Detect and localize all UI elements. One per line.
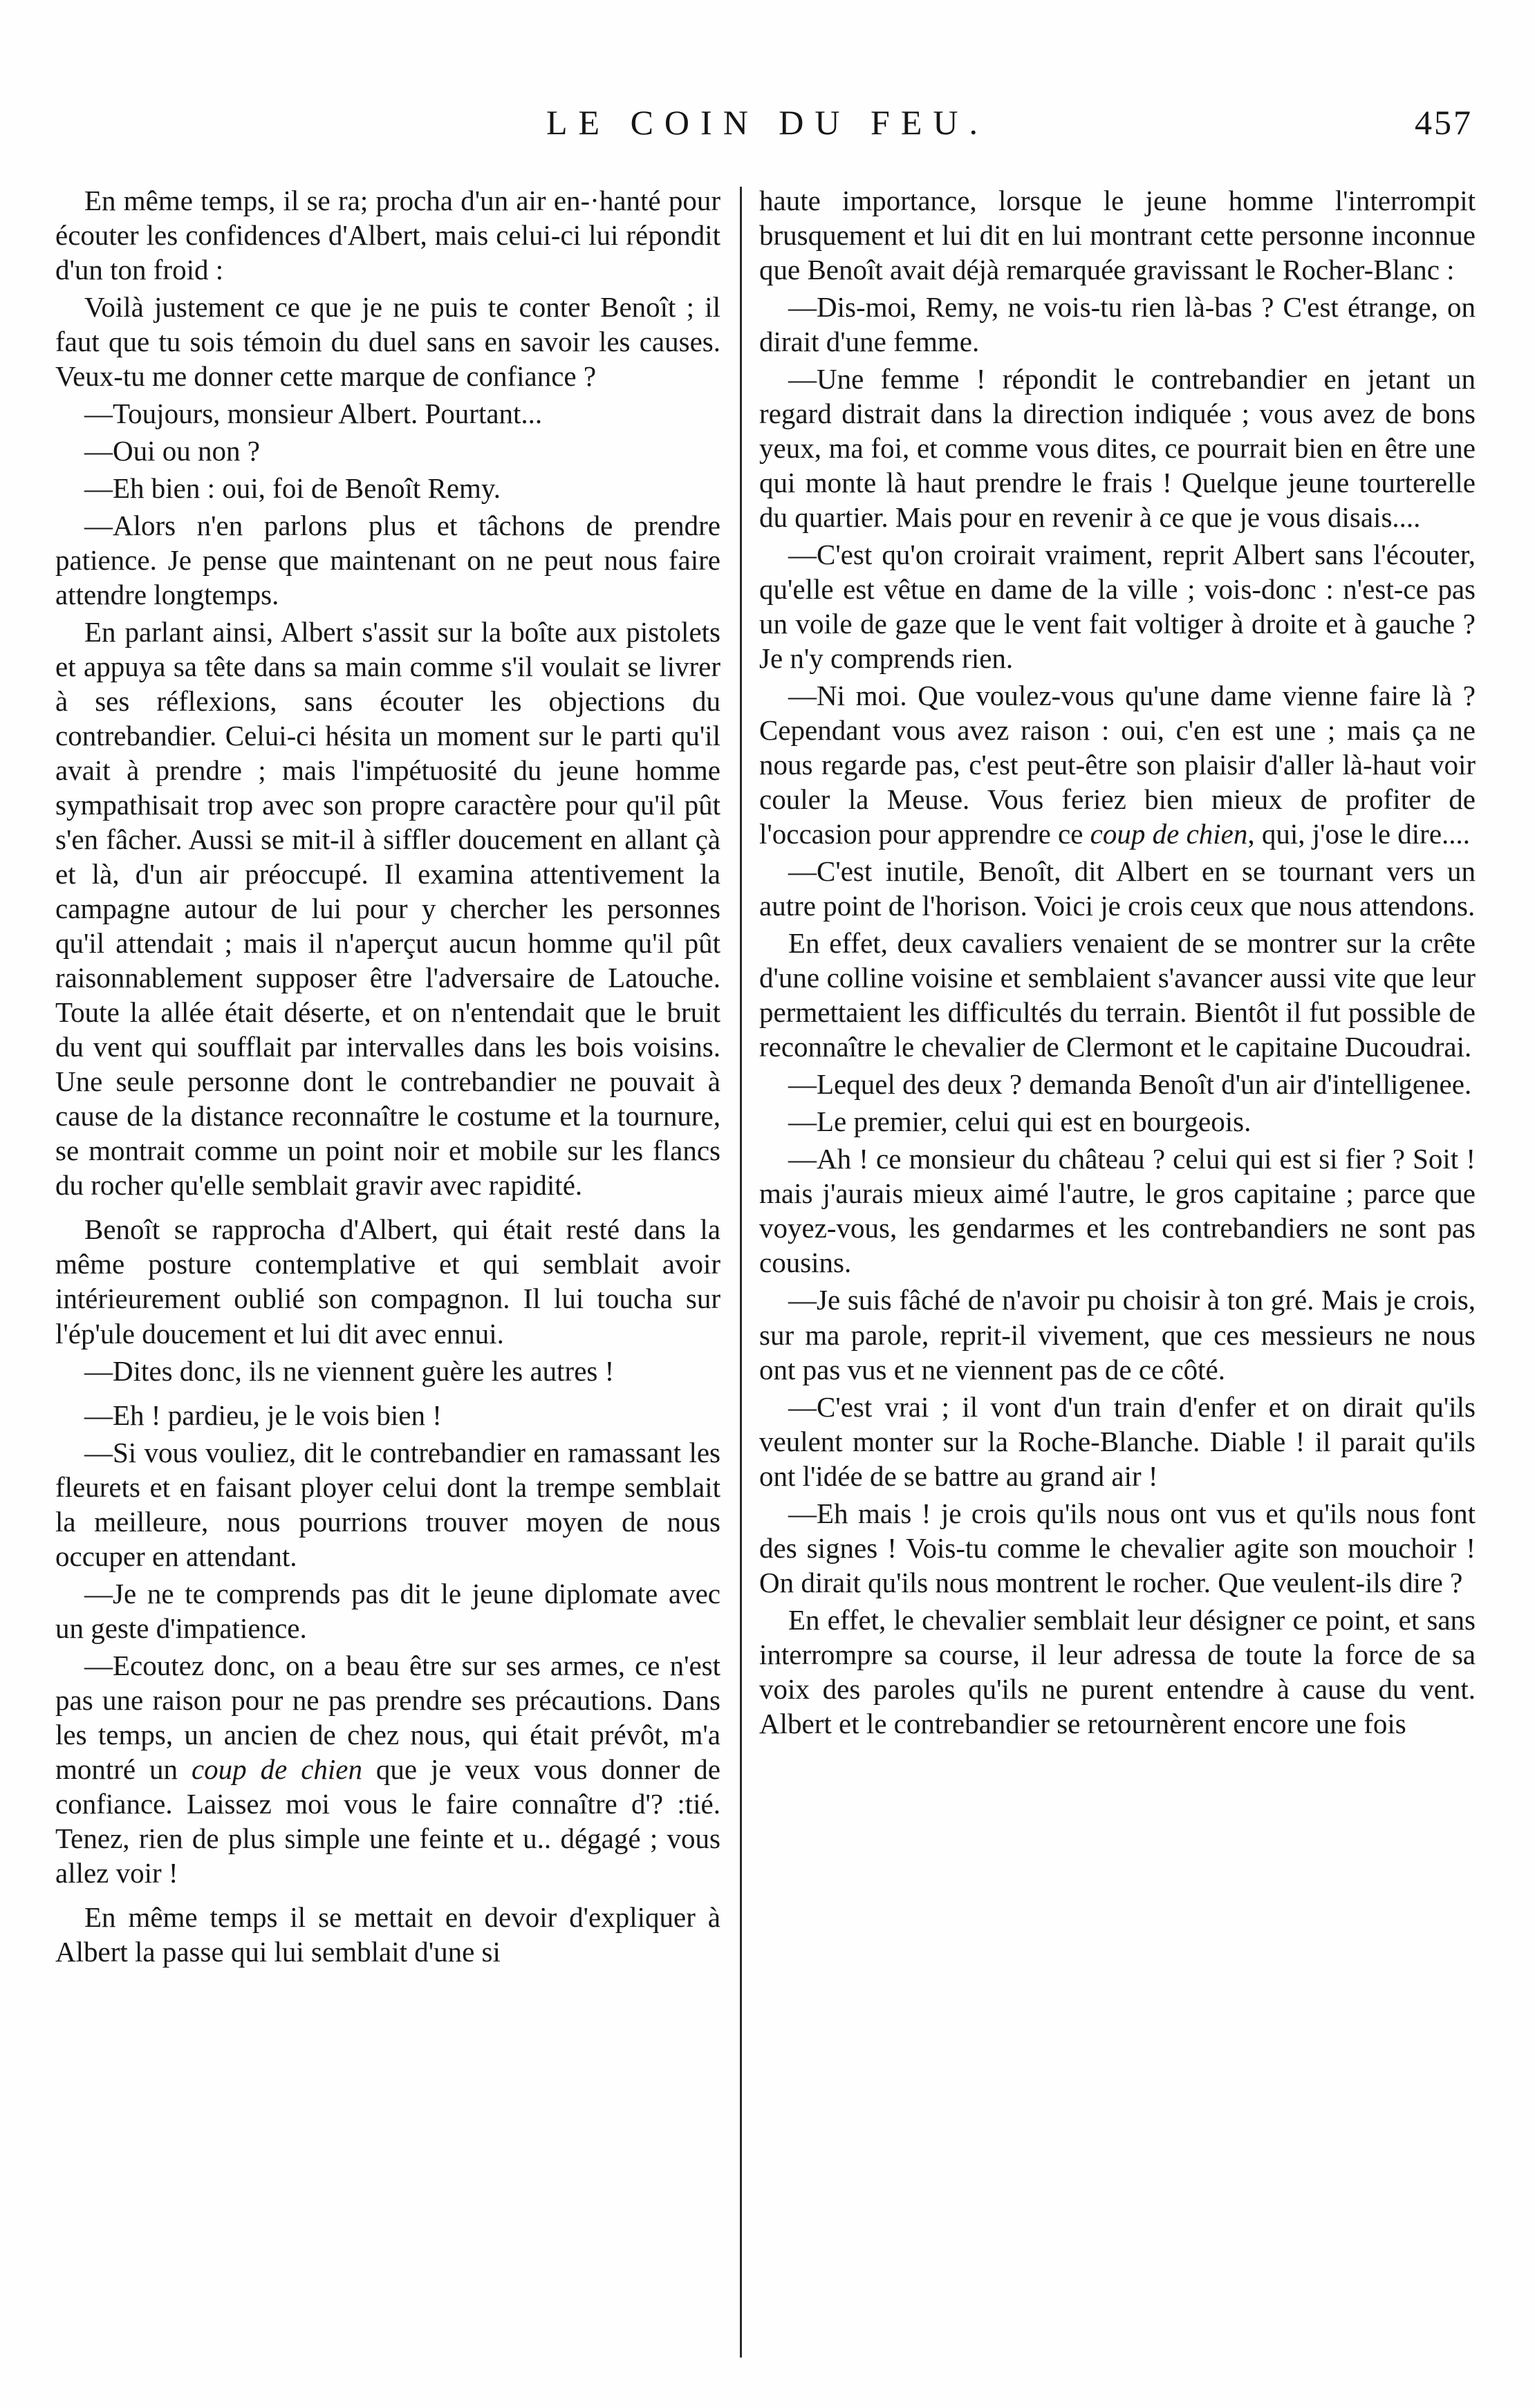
paragraph: En parlant ainsi, Albert s'assit sur la boîte aux pistolets et appuya sa tête dans sa main comme s'il voulait se livrer à ses réflexions, sans écouter les objections du contrebandier. Celui-ci hésita un moment sur le parti qu'il avait à prendre ; mais l'impétuosité du jeune homme sympathisait trop avec son propre caractère pour qu'il pût s'en fâcher. Aussi se mit-il à siffler doucement en allant çà et là, d'un air préoccupé. Il examina attentivement la campagne autour de lui pour y chercher les personnes qu'il attendait ; mais il n'aperçut aucun homme qu'il pût raisonnablement supposer être l'adversaire de Latouche. Toute la allée était déserte, et on n'entendait que le bruit du vent qui soufflait par intervalles dans les bois voisins. Une seule personne dont le contrebandier ne pouvait à cause de la distance reconnaître le costume et la tournure, se montrait comme un point noir et mobile sur les flancs du rocher qu'elle semblait gravir avec rapidité. xyxy=(55,616,720,1202)
paragraph: —Le premier, celui qui est en bourgeois. xyxy=(788,1105,1252,1138)
paragraph: —Si vous vouliez, dit le contrebandier en ramassant les fleurets et en faisant ployer celui dont la trempe semblait la meilleure, nous pourrions trouver moyen de nous occuper en attendant. xyxy=(55,1436,720,1572)
italic-phrase: coup de chien xyxy=(1090,818,1248,850)
paragraph: En effet, le chevalier semblait leur désigner ce point, et sans interrompre sa course, il leur adressa de toute la force de sa voix des paroles qu'ils ne purent entendre à cause du vent. Albert et le contrebandier se retournèrent encore une fois xyxy=(759,1603,1476,1739)
paragraph: En même temps, il se ra; procha d'un air en-·hanté pour écouter les confidences d'Albert, mais celui-ci lui répondit d'un ton froid : xyxy=(55,185,720,286)
paragraph: —Ah ! ce monsieur du château ? celui qui est si fier ? Soit ! mais j'aurais mieux aimé l'autre, le gros capitaine ; parce que voyez-vous, les gendarmes et les contrebandiers ne sont pas cousins. xyxy=(759,1143,1476,1279)
paragraph: —Dites donc, ils ne viennent guère les autres ! xyxy=(84,1354,615,1387)
paragraph: —Eh bien : oui, foi de Benoît Remy. xyxy=(84,472,501,505)
paragraph: —Ecoutez donc, on a beau être sur ses armes, ce n'est pas une raison pour ne pas prendre ses précautions. Dans les temps, un ancien de chez nous, qui était prévôt, m'a montré un coup de chien que je veux vous donner de confiance. Laissez moi vous le faire connaître d'? :tié. Tenez, rien de plus simple une feinte et u.. dégagé ; vous allez voir ! xyxy=(55,1649,720,1889)
paragraph: —C'est qu'on croirait vraiment, reprit Albert sans l'écouter, qu'elle est vêtue en dame de la ville ; vois-donc : n'est-ce pas un voile de gaze que le vent fait voltiger à droite et à gauche ? Je n'y comprends rien. xyxy=(759,539,1476,675)
paragraph: —Toujours, monsieur Albert. Pourtant... xyxy=(84,398,543,430)
paragraph: —Dis-moi, Remy, ne vois-tu rien là-bas ? C'est étrange, on dirait d'une femme. xyxy=(759,291,1476,358)
paragraph: En effet, deux cavaliers venaient de se montrer sur la crête d'une colline voisine et semblaient s'avancer aussi vite que leur permettaient les difficultés du terrain. Bientôt il fut possible de reconnaître le chevalier de Clermont et le capitaine Ducoudrai. xyxy=(759,927,1476,1063)
paragraph: —Une femme ! répondit le contrebandier en jetant un regard distrait dans la direction indiquée ; vous avez de bons yeux, ma foi, et comme vous dites, ce pourrait bien en être une qui monte là haut prendre le frais ! Quelque jeune tourterelle du quartier. Mais pour en revenir à ce que je vous disais.... xyxy=(759,363,1476,534)
page-number: 457 xyxy=(1415,103,1473,142)
paragraph: —Je suis fâché de n'avoir pu choisir à ton gré. Mais je crois, sur ma parole, reprit-il vivement, que ces messieurs ne nous ont pas vus et ne viennent pas de ce côté. xyxy=(759,1284,1476,1385)
paragraph: —Eh ! pardieu, je le vois bien ! xyxy=(84,1399,442,1431)
paragraph: —Alors n'en parlons plus et tâchons de prendre patience. Je pense que maintenant on ne peut nous faire attendre longtemps. xyxy=(55,510,720,611)
paragraph: haute importance, lorsque le jeune homme l'interrompit brusquement et lui dit en lui montrant cette personne inconnue que Benoît avait déjà remarquée gravissant le Rocher-Blanc : xyxy=(759,185,1476,286)
column-divider xyxy=(740,187,742,2358)
paragraph: —Eh mais ! je crois qu'ils nous ont vus et qu'ils nous font des signes ! Vois-tu comme le chevalier agite son mouchoir ! On dirait qu'ils nous montrent le rocher. Que veulent-ils dire ? xyxy=(759,1497,1476,1598)
left-text-column xyxy=(55,183,720,2361)
paragraph: —Oui ou non ? xyxy=(84,435,260,467)
paragraph: —Lequel des deux ? demanda Benoît d'un air d'intelligenee. xyxy=(788,1068,1472,1101)
paragraph: Voilà justement ce que je ne puis te conter Benoît ; il faut que tu sois témoin du duel sans en savoir les causes. Veux-tu me donner cette marque de confiance ? xyxy=(55,291,720,393)
paragraph: —C'est vrai ; il vont d'un train d'enfer et on dirait qu'ils veulent monter sur la Roche-Blanche. Diable ! il parait qu'ils ont l'idée de se battre au grand air ! xyxy=(759,1390,1476,1492)
paragraph: —C'est inutile, Benoît, dit Albert en se tournant vers un autre point de l'horison. Voici je crois ceux que nous attendons. xyxy=(759,855,1476,922)
paragraph: —Je ne te comprends pas dit le jeune diplomate avec un geste d'impatience. xyxy=(55,1577,720,1644)
paragraph: En même temps il se mettait en devoir d'expliquer à Albert la passe qui lui semblait d'une si xyxy=(55,1901,720,1968)
running-head xyxy=(62,98,1473,153)
italic-phrase: coup de chien xyxy=(191,1753,362,1785)
paragraph: —Ni moi. Que voulez-vous qu'une dame vienne faire là ? Cependant vous avez raison : oui, c'en est une ; mais ça ne nous regarde pas, c'est peut-être son plaisir d'aller là-haut voir couler la Meuse. Vous feriez bien mieux de profiter de l'occasion pour apprendre ce coup de chien, qui, j'ose le dire.... xyxy=(759,680,1476,850)
page-title: LE COIN DU FEU. xyxy=(546,103,989,142)
right-text-column xyxy=(759,183,1476,2361)
paragraph: Benoît se rapprocha d'Albert, qui était resté dans la même posture contemplative et qui semblait avoir intérieurement oublié son compagnon. Il lui toucha sur l'ép'ule doucement et lui dit avec ennui. xyxy=(55,1213,720,1350)
